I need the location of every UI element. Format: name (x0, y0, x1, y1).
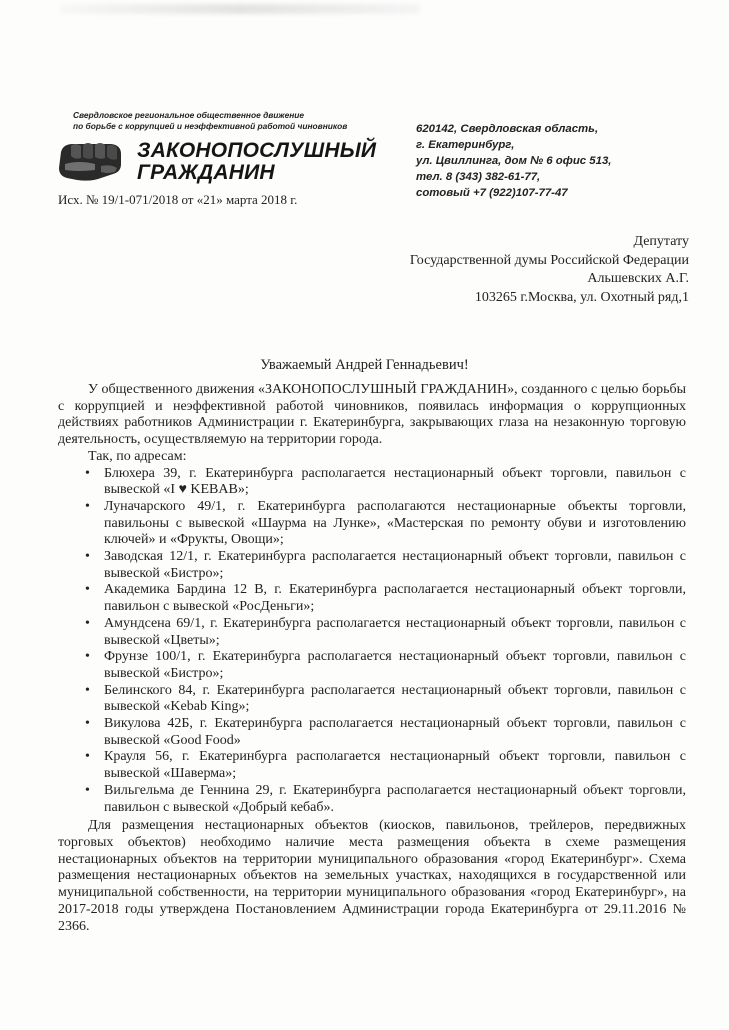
list-item: • Фрунзе 100/1, г. Екатеринбурга располагается нестационарный объект торговли, павильон с вывеской «Бистро»; (58, 649, 686, 682)
list-item: • Заводская 12/1, г. Екатеринбурга располагается нестационарный объект торговли, павильон с вывеской «Бистро»; (58, 549, 686, 582)
recipient-line-1: Депутату (633, 234, 689, 249)
org-logo (55, 136, 375, 188)
org-name (137, 140, 376, 184)
paragraph-2: Для размещения нестационарных объектов (киосков, павильонов, трейлеров, передвижных торговых объектов) необходимо наличие места размещения объекта в схеме размещения нестационарных объектов на территории муниципального образования «город Екатеринбург». Схема размещения нестационарных объектов на земельных участках, находящихся в государственной или муниципальной собственности, на территории муниципального образования «город Екатеринбург», на 2017-2018 годы утверждена Постановлением Администрации города Екатеринбурга от 29.11.2016 № 2366. (58, 818, 686, 934)
outgoing-reference: Исх. № 19/1-071/2018 от «21» марта 2018 г. (58, 192, 298, 207)
list-item: • Белинского 84, г. Екатеринбурга располагается нестационарный объект торговли, павильон с вывеской «Kebab King»; (58, 683, 686, 716)
org-tagline-line-2: по борьбе с коррупцией и неэффективной работой чиновников (73, 121, 348, 131)
address-mobile: сотовый +7 (922)107-77-47 (416, 187, 568, 199)
recipient-address: 103265 г.Москва, ул. Охотный ряд,1 (474, 289, 689, 305)
list-item: • Викулова 42Б, г. Екатеринбурга располагается нестационарный объект торговли, павильон с вывеской «Good Food» (58, 716, 686, 749)
recipient-block (410, 233, 689, 307)
list-item: • Крауля 56, г. Екатеринбурга располагается нестационарный объект торговли, павильон с вывеской «Шаверма»; (58, 749, 686, 782)
sender-address (416, 121, 611, 201)
list-item: • Луначарского 49/1, г. Екатеринбурга располагаются нестационарные объекты торговли, павильоны с вывеской «Шаурма на Лунке», «Мастерская по ремонту обуви и изготовлению ключей» и «Фрукты, Овощи»; (58, 499, 686, 549)
address-line-1: 620142, Свердловская область, (416, 123, 599, 135)
address-line-2: г. Екатеринбург, (416, 139, 515, 151)
paragraph-1: У общественного движения «ЗАКОНОПОСЛУШНЫЙ ГРАЖДАНИН», созданного с целью борьбы с коррупцией и неэффективной работой чиновников, появилась информация о коррупционных действиях работников Администрации г. Екатеринбурга, закрывающих глаза на незаконную торговую деятельность, осуществляемую на территории города. (58, 382, 686, 448)
scan-artifact (60, 4, 420, 14)
organization-header (55, 110, 375, 188)
address-list (58, 466, 686, 817)
fist-icon (55, 138, 127, 184)
org-name-line-1: ЗАКОНОПОСЛУШНЫЙ (137, 139, 377, 162)
list-item: • Академика Бардина 12 В, г. Екатеринбурга располагается нестационарный объект торговли, павильон с вывеской «РосДеньги»; (58, 582, 686, 615)
address-list-intro: Так, по адресам: (88, 448, 187, 464)
org-name-line-2: ГРАЖДАНИН (137, 161, 275, 184)
recipient-name: Альшевских А.Г. (587, 271, 689, 286)
address-line-3: ул. Цвиллинга, дом № 6 офис 513, (416, 155, 612, 167)
org-tagline-line-1: Свердловское региональное общественное движение (73, 110, 305, 120)
recipient-line-2: Государственной думы Российской Федерации (409, 252, 689, 268)
address-phone: тел. 8 (343) 382-61-77, (416, 171, 541, 183)
list-item: • Блюхера 39, г. Екатеринбурга располагается нестационарный объект торговли, павильон с вывеской «I ♥ KEBAB»; (58, 466, 686, 499)
list-item: • Вильгельма де Геннина 29, г. Екатеринбурга располагается нестационарный объект торговли, павильон с вывеской «Добрый кебаб». (58, 783, 686, 816)
list-item: • Амундсена 69/1, г. Екатеринбурга располагается нестационарный объект торговли, павильон с вывеской «Цветы»; (58, 616, 686, 649)
salutation: Уважаемый Андрей Геннадьевич! (260, 357, 469, 373)
letter-body (58, 382, 686, 935)
